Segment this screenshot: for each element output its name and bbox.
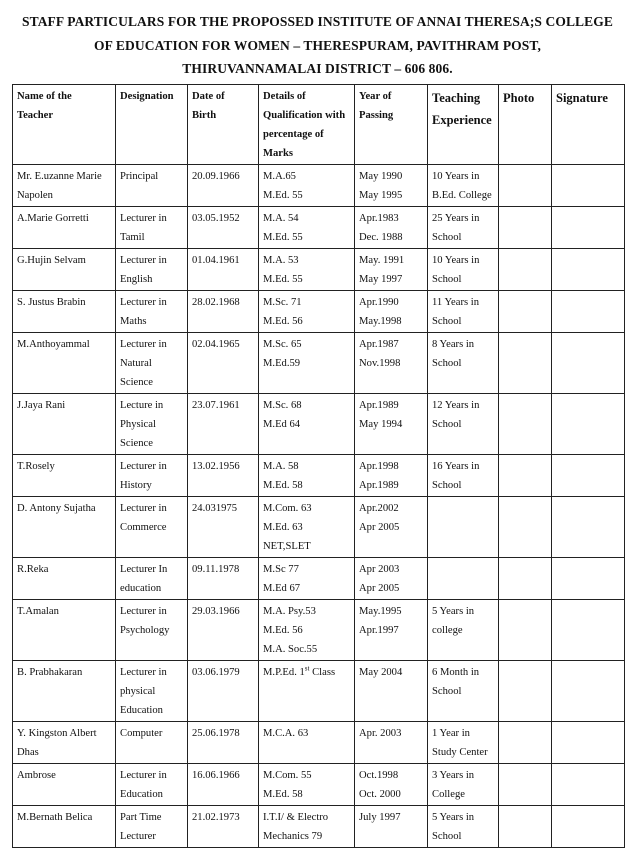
cell-name: R.Reka: [13, 558, 116, 600]
cell-date-of-birth: 09.11.1978: [188, 558, 259, 600]
cell-name: B. Prabhakaran: [13, 661, 116, 722]
cell-qualification: M.Com. 63 M.Ed. 63 NET,SLET: [259, 497, 355, 558]
cell-teaching-experience: 25 Years in School: [428, 207, 499, 249]
cell-year-of-passing: Apr.2002 Apr 2005: [355, 497, 428, 558]
cell-qualification: M.C.A. 63: [259, 722, 355, 764]
header-name: Name of the Teacher: [13, 85, 116, 165]
header-signature: Signature: [552, 85, 625, 165]
cell-name: T.Rosely: [13, 455, 116, 497]
cell-qualification: M.Com. 55 M.Ed. 58: [259, 764, 355, 806]
table-row: [13, 600, 625, 661]
cell-date-of-birth: 13.02.1956: [188, 455, 259, 497]
cell-designation: Lecturer in physical Education: [116, 661, 188, 722]
staff-table: [12, 84, 625, 848]
cell-qualification: M.A.65 M.Ed. 55: [259, 165, 355, 207]
table-row: [13, 661, 625, 722]
cell-photo: [499, 764, 552, 806]
cell-date-of-birth: 02.04.1965: [188, 333, 259, 394]
cell-date-of-birth: 25.06.1978: [188, 722, 259, 764]
cell-teaching-experience: [428, 558, 499, 600]
cell-name: Ambrose: [13, 764, 116, 806]
cell-name: Y. Kingston Albert Dhas: [13, 722, 116, 764]
cell-signature: [552, 249, 625, 291]
cell-qualification: M.Sc 77 M.Ed 67: [259, 558, 355, 600]
header-photo: Photo: [499, 85, 552, 165]
cell-year-of-passing: Apr.1989 May 1994: [355, 394, 428, 455]
cell-year-of-passing: May 2004: [355, 661, 428, 722]
cell-designation: Computer: [116, 722, 188, 764]
cell-year-of-passing: Apr.1983 Dec. 1988: [355, 207, 428, 249]
cell-signature: [552, 661, 625, 722]
table-row: [13, 497, 625, 558]
cell-photo: [499, 291, 552, 333]
cell-name: S. Justus Brabin: [13, 291, 116, 333]
cell-photo: [499, 806, 552, 848]
cell-qualification: M.Sc. 71 M.Ed. 56: [259, 291, 355, 333]
cell-qualification: M.P.Ed. 1st Class: [259, 661, 355, 722]
cell-date-of-birth: 23.07.1961: [188, 394, 259, 455]
cell-photo: [499, 249, 552, 291]
cell-date-of-birth: 03.06.1979: [188, 661, 259, 722]
cell-signature: [552, 558, 625, 600]
cell-photo: [499, 600, 552, 661]
table-row: [13, 455, 625, 497]
cell-teaching-experience: [428, 497, 499, 558]
table-row: [13, 291, 625, 333]
table-header-row: [13, 85, 625, 165]
title-line-1: STAFF PARTICULARS FOR THE PROPOSSED INSTITUTE OF ANNAI THERESA;S COLLEGE: [22, 14, 613, 29]
cell-teaching-experience: 1 Year in Study Center: [428, 722, 499, 764]
cell-designation: Lecturer in Tamil: [116, 207, 188, 249]
cell-qualification: M.A. Psy.53 M.Ed. 56 M.A. Soc.55: [259, 600, 355, 661]
cell-photo: [499, 558, 552, 600]
cell-date-of-birth: 28.02.1968: [188, 291, 259, 333]
cell-teaching-experience: 12 Years in School: [428, 394, 499, 455]
cell-date-of-birth: 21.02.1973: [188, 806, 259, 848]
cell-photo: [499, 333, 552, 394]
title-line-3: THIRUVANNAMALAI DISTRICT – 606 806.: [182, 61, 453, 76]
header-date-of-birth: Date of Birth: [188, 85, 259, 165]
cell-year-of-passing: Oct.1998 Oct. 2000: [355, 764, 428, 806]
cell-year-of-passing: Apr. 2003: [355, 722, 428, 764]
cell-teaching-experience: 5 Years in School: [428, 806, 499, 848]
cell-designation: Lecturer in English: [116, 249, 188, 291]
table-row: [13, 558, 625, 600]
cell-qualification: M.A. 54 M.Ed. 55: [259, 207, 355, 249]
cell-photo: [499, 165, 552, 207]
cell-signature: [552, 291, 625, 333]
cell-designation: Lecturer in Maths: [116, 291, 188, 333]
cell-designation: Principal: [116, 165, 188, 207]
cell-year-of-passing: Apr.1998 Apr.1989: [355, 455, 428, 497]
cell-date-of-birth: 01.04.1961: [188, 249, 259, 291]
cell-teaching-experience: 11 Years in School: [428, 291, 499, 333]
table-row: [13, 722, 625, 764]
cell-date-of-birth: 16.06.1966: [188, 764, 259, 806]
cell-qualification: M.A. 53 M.Ed. 55: [259, 249, 355, 291]
cell-year-of-passing: May. 1991 May 1997: [355, 249, 428, 291]
table-row: [13, 394, 625, 455]
cell-signature: [552, 333, 625, 394]
cell-signature: [552, 455, 625, 497]
cell-designation: Lecturer in History: [116, 455, 188, 497]
cell-teaching-experience: 5 Years in college: [428, 600, 499, 661]
cell-year-of-passing: July 1997: [355, 806, 428, 848]
cell-signature: [552, 497, 625, 558]
cell-signature: [552, 806, 625, 848]
cell-photo: [499, 497, 552, 558]
cell-name: M.Bernath Belica: [13, 806, 116, 848]
table-row: [13, 249, 625, 291]
cell-teaching-experience: 3 Years in College: [428, 764, 499, 806]
table-row: [13, 165, 625, 207]
cell-year-of-passing: Apr.1990 May.1998: [355, 291, 428, 333]
cell-teaching-experience: 6 Month in School: [428, 661, 499, 722]
table-row: [13, 806, 625, 848]
cell-qualification: M.Sc. 65 M.Ed.59: [259, 333, 355, 394]
cell-signature: [552, 165, 625, 207]
cell-photo: [499, 394, 552, 455]
cell-name: M.Anthoyammal: [13, 333, 116, 394]
cell-name: D. Antony Sujatha: [13, 497, 116, 558]
cell-photo: [499, 722, 552, 764]
cell-teaching-experience: 8 Years in School: [428, 333, 499, 394]
cell-year-of-passing: May 1990 May 1995: [355, 165, 428, 207]
title-line-2: OF EDUCATION FOR WOMEN – THERESPURAM, PAVITHRAM POST,: [94, 38, 541, 53]
cell-teaching-experience: 10 Years in B.Ed. College: [428, 165, 499, 207]
cell-signature: [552, 207, 625, 249]
cell-date-of-birth: 29.03.1966: [188, 600, 259, 661]
cell-name: Mr. E.uzanne Marie Napolen: [13, 165, 116, 207]
header-teaching-experience: Teaching Experience: [428, 85, 499, 165]
cell-year-of-passing: Apr.1987 Nov.1998: [355, 333, 428, 394]
cell-photo: [499, 661, 552, 722]
table-row: [13, 764, 625, 806]
cell-designation: Lecturer In education: [116, 558, 188, 600]
table-row: [13, 333, 625, 394]
cell-teaching-experience: 16 Years in School: [428, 455, 499, 497]
cell-name: G.Hujin Selvam: [13, 249, 116, 291]
cell-designation: Lecturer in Psychology: [116, 600, 188, 661]
table-row: [13, 207, 625, 249]
cell-designation: Lecture in Physical Science: [116, 394, 188, 455]
cell-date-of-birth: 20.09.1966: [188, 165, 259, 207]
cell-photo: [499, 455, 552, 497]
cell-designation: Lecturer in Education: [116, 764, 188, 806]
cell-name: J.Jaya Rani: [13, 394, 116, 455]
cell-date-of-birth: 24.031975: [188, 497, 259, 558]
cell-teaching-experience: 10 Years in School: [428, 249, 499, 291]
cell-name: T.Amalan: [13, 600, 116, 661]
cell-qualification: I.T.I/ & Electro Mechanics 79: [259, 806, 355, 848]
cell-qualification: M.A. 58 M.Ed. 58: [259, 455, 355, 497]
cell-signature: [552, 394, 625, 455]
header-designation: Designation: [116, 85, 188, 165]
cell-designation: Lecturer in Natural Science: [116, 333, 188, 394]
cell-signature: [552, 600, 625, 661]
header-qualification: Details of Qualification with percentage of Marks: [259, 85, 355, 165]
cell-designation: Part Time Lecturer: [116, 806, 188, 848]
cell-date-of-birth: 03.05.1952: [188, 207, 259, 249]
cell-signature: [552, 764, 625, 806]
cell-qualification: M.Sc. 68 M.Ed 64: [259, 394, 355, 455]
cell-photo: [499, 207, 552, 249]
header-year-of-passing: Year of Passing: [355, 85, 428, 165]
cell-name: A.Marie Gorretti: [13, 207, 116, 249]
cell-year-of-passing: Apr 2003 Apr 2005: [355, 558, 428, 600]
cell-signature: [552, 722, 625, 764]
cell-year-of-passing: May.1995 Apr.1997: [355, 600, 428, 661]
cell-designation: Lecturer in Commerce: [116, 497, 188, 558]
